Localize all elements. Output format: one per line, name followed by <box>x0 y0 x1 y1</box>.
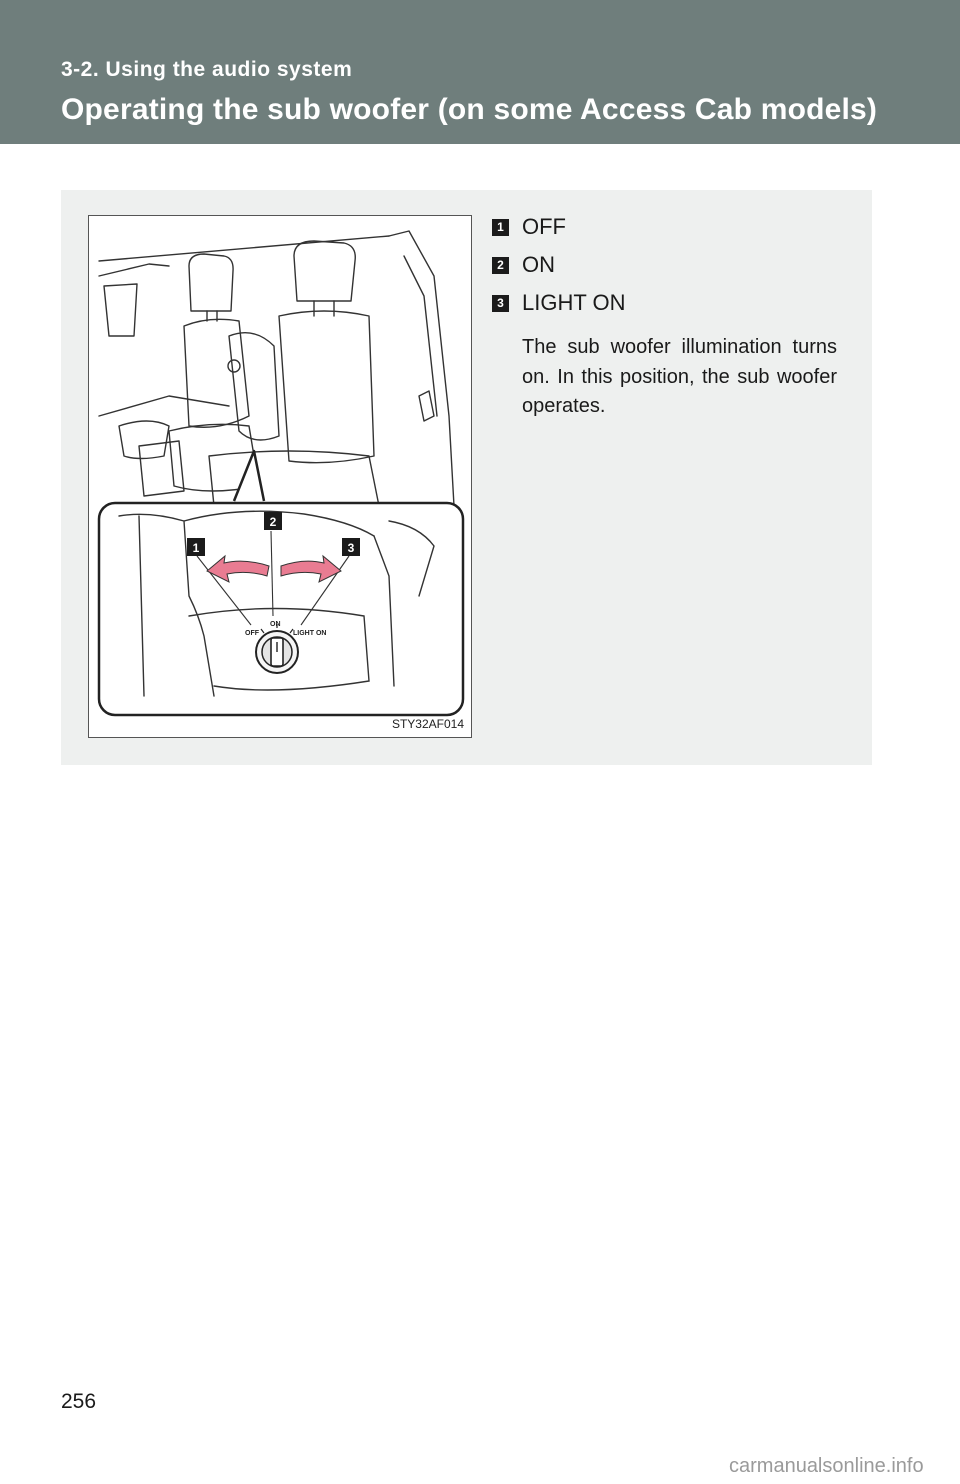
knob-label-on: ON <box>270 621 281 628</box>
page-number: 256 <box>61 1390 97 1413</box>
page-header <box>0 0 960 144</box>
section-title: 3-2. Using the audio system <box>61 58 353 81</box>
callout-2 <box>264 512 282 530</box>
list-item <box>492 246 837 284</box>
figure-code: STY32AF014 <box>391 717 464 731</box>
item-description: The sub woofer illumination turns on. In this position, the sub woofer operates. <box>522 336 837 417</box>
list-item <box>492 284 837 322</box>
item-number-badge: 2 <box>492 257 509 274</box>
callout-3 <box>342 538 360 556</box>
item-label: ON <box>522 252 555 277</box>
knob-label-light-on: LIGHT ON <box>293 630 327 637</box>
svg-text:2: 2 <box>269 515 277 529</box>
watermark: carmanualsonline.info <box>729 1455 924 1477</box>
knob-label-off: OFF <box>245 630 259 637</box>
item-label: LIGHT ON <box>522 290 626 315</box>
item-list <box>492 208 837 322</box>
callout-1 <box>187 538 205 556</box>
list-item <box>492 208 837 246</box>
item-number-badge: 3 <box>492 295 509 312</box>
svg-text:3: 3 <box>347 541 355 555</box>
page-title: Operating the sub woofer (on some Access Cab models) <box>61 93 878 126</box>
seat-diagram <box>89 216 471 737</box>
subwoofer-illustration <box>88 215 472 738</box>
svg-text:1: 1 <box>192 541 200 555</box>
item-number-badge: 1 <box>492 219 509 236</box>
item-label: OFF <box>522 214 566 239</box>
